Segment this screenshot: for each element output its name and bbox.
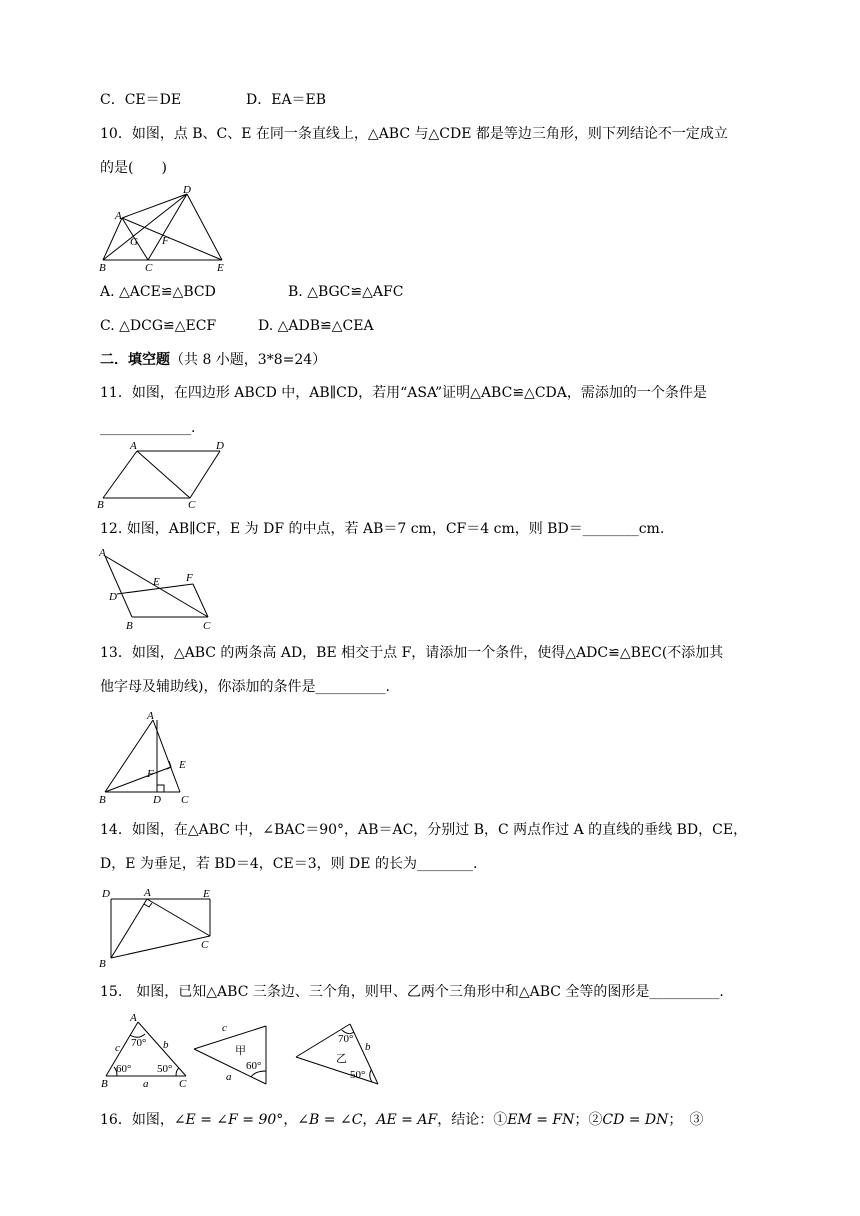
q16-mid2: ；②	[574, 1112, 603, 1128]
q15-jia-angle: 60°	[246, 1060, 262, 1072]
q16-condition-bc: ∠B = ∠C	[297, 1112, 363, 1128]
q9-option-c: C．CE＝DE	[100, 92, 182, 108]
q10-label-a: A	[115, 210, 122, 222]
q12-label-f: F	[186, 572, 193, 584]
q15-yi-label: 乙	[336, 1053, 347, 1065]
q15-label-side-b: b	[163, 1039, 169, 1051]
q10-label-d: D	[183, 184, 191, 196]
q15-jia-label: 甲	[235, 1045, 246, 1057]
q15-yi-side-b: b	[365, 1041, 371, 1053]
q11-label-a: A	[130, 440, 137, 452]
q15-jia-side-a: a	[226, 1071, 232, 1083]
q15-angle-a: 70°	[131, 1037, 147, 1049]
q10-figure	[95, 185, 235, 275]
q13-stem-line2: 他字母及辅助线)，你添加的条件是__________.	[100, 679, 390, 695]
q13-stem-line1: 13．如图，△ABC 的两条高 AD，BE 相交于点 F，请添加一个条件，使得△ADC≌△BEC(不添加其	[100, 645, 724, 661]
q13-label-f: F	[147, 768, 154, 780]
q14-stem-line2: D，E 为垂足，若 BD＝4，CE＝3，则 DE 的长为________.	[100, 856, 478, 872]
q12-label-c: C	[203, 620, 211, 632]
q15-yi-angle-bottom: 50°	[350, 1069, 366, 1081]
q11-label-b: B	[97, 499, 104, 511]
q10-label-e: E	[217, 262, 224, 274]
q11-blank: _____________.	[100, 420, 196, 436]
q15-label-a-vertex: A	[130, 1012, 137, 1024]
q12-stem: 12. 如图，AB∥CF，E 为 DF 的中点，若 AB＝7 cm，CF＝4 cm，则 BD＝________cm.	[100, 521, 665, 537]
q11-label-c: C	[188, 499, 196, 511]
q12-label-a: A	[99, 547, 106, 559]
q13-figure	[95, 706, 205, 806]
section-note: （共 8 小题，3*8=24）	[170, 352, 327, 368]
q14-label-e: E	[203, 888, 210, 900]
q10-option-c: C. △DCG≌△ECF	[100, 318, 217, 334]
q12-label-e: E	[153, 576, 160, 588]
q10-stem-line2: 的是( )	[100, 160, 167, 176]
q16-condition-ae-af: AE = AF	[376, 1112, 438, 1128]
q16-prefix: 16．如图，	[100, 1112, 174, 1128]
q14-stem-line1: 14．如图，在△ABC 中，∠BAC＝90°，AB＝AC，分别过 B，C 两点作过 A 的直线的垂线 BD，CE，	[100, 822, 748, 838]
q14-label-c: C	[201, 939, 209, 951]
q15-label-side-c: c	[115, 1042, 120, 1054]
q15-label-b-vertex: B	[101, 1078, 108, 1090]
q10-option-d: D. △ADB≌△CEA	[258, 318, 374, 334]
section-heading	[100, 350, 326, 370]
q15-stem: 15. 如图，已知△ABC 三条边、三个角，则甲、乙两个三角形中和△ABC 全等的图形是__________.	[100, 984, 724, 1000]
q15-angle-b: 60°	[116, 1063, 132, 1075]
q12-label-b: B	[126, 620, 133, 632]
q10-label-b: B	[99, 262, 106, 274]
q15-label-side-a: a	[143, 1078, 149, 1090]
q15-label-c-vertex: C	[179, 1078, 187, 1090]
q15-yi-angle-top: 70°	[338, 1033, 354, 1045]
q13-label-e: E	[179, 759, 186, 771]
q16-condition-angles: ∠E = ∠F = 90°	[173, 1112, 284, 1128]
q11-stem: 11．如图，在四边形 ABCD 中，AB∥CD，若用“ASA”证明△ABC≌△CDA，需添加的一个条件是	[100, 385, 707, 401]
q14-label-b: B	[99, 958, 106, 970]
q15-angle-c: 50°	[157, 1063, 173, 1075]
q10-option-b: B. △BGC≌△AFC	[288, 284, 404, 300]
q10-label-f: F	[162, 235, 169, 247]
q16-end: ； ③	[668, 1112, 704, 1128]
q10-label-g: G	[130, 236, 138, 248]
q10-option-a: A. △ACE≌△BCD	[100, 284, 216, 300]
q15-jia-side-c: c	[222, 1022, 227, 1034]
q13-label-c: C	[181, 794, 189, 806]
q16-conclusion-2: CD = DN	[602, 1112, 669, 1128]
q11-figure	[95, 438, 235, 510]
q13-label-b: B	[99, 794, 106, 806]
q12-figure	[95, 542, 225, 632]
q16-sep1: ，	[283, 1112, 298, 1128]
q14-label-d: D	[102, 888, 110, 900]
section-title: 二．填空题	[100, 352, 170, 368]
q13-label-d: D	[153, 794, 161, 806]
q11-label-d: D	[216, 440, 224, 452]
q16-conclusion-1: EM = FN	[507, 1112, 575, 1128]
q16-sep2: ，	[362, 1112, 377, 1128]
q12-label-d: D	[109, 591, 117, 603]
q13-label-a: A	[147, 710, 154, 722]
q10-stem-line1: 10．如图，点 B、C、E 在同一条直线上，△ABC 与△CDE 都是等边三角形，则下列结论不一定成立	[100, 126, 728, 142]
q16-mid: ，结论：①	[437, 1112, 508, 1128]
q16-stem	[100, 1110, 703, 1130]
q9-option-d: D．EA＝EB	[246, 92, 327, 108]
q14-label-a: A	[144, 887, 151, 899]
q10-label-c: C	[145, 262, 153, 274]
q15-figure	[98, 1012, 388, 1094]
q14-figure	[95, 882, 225, 974]
